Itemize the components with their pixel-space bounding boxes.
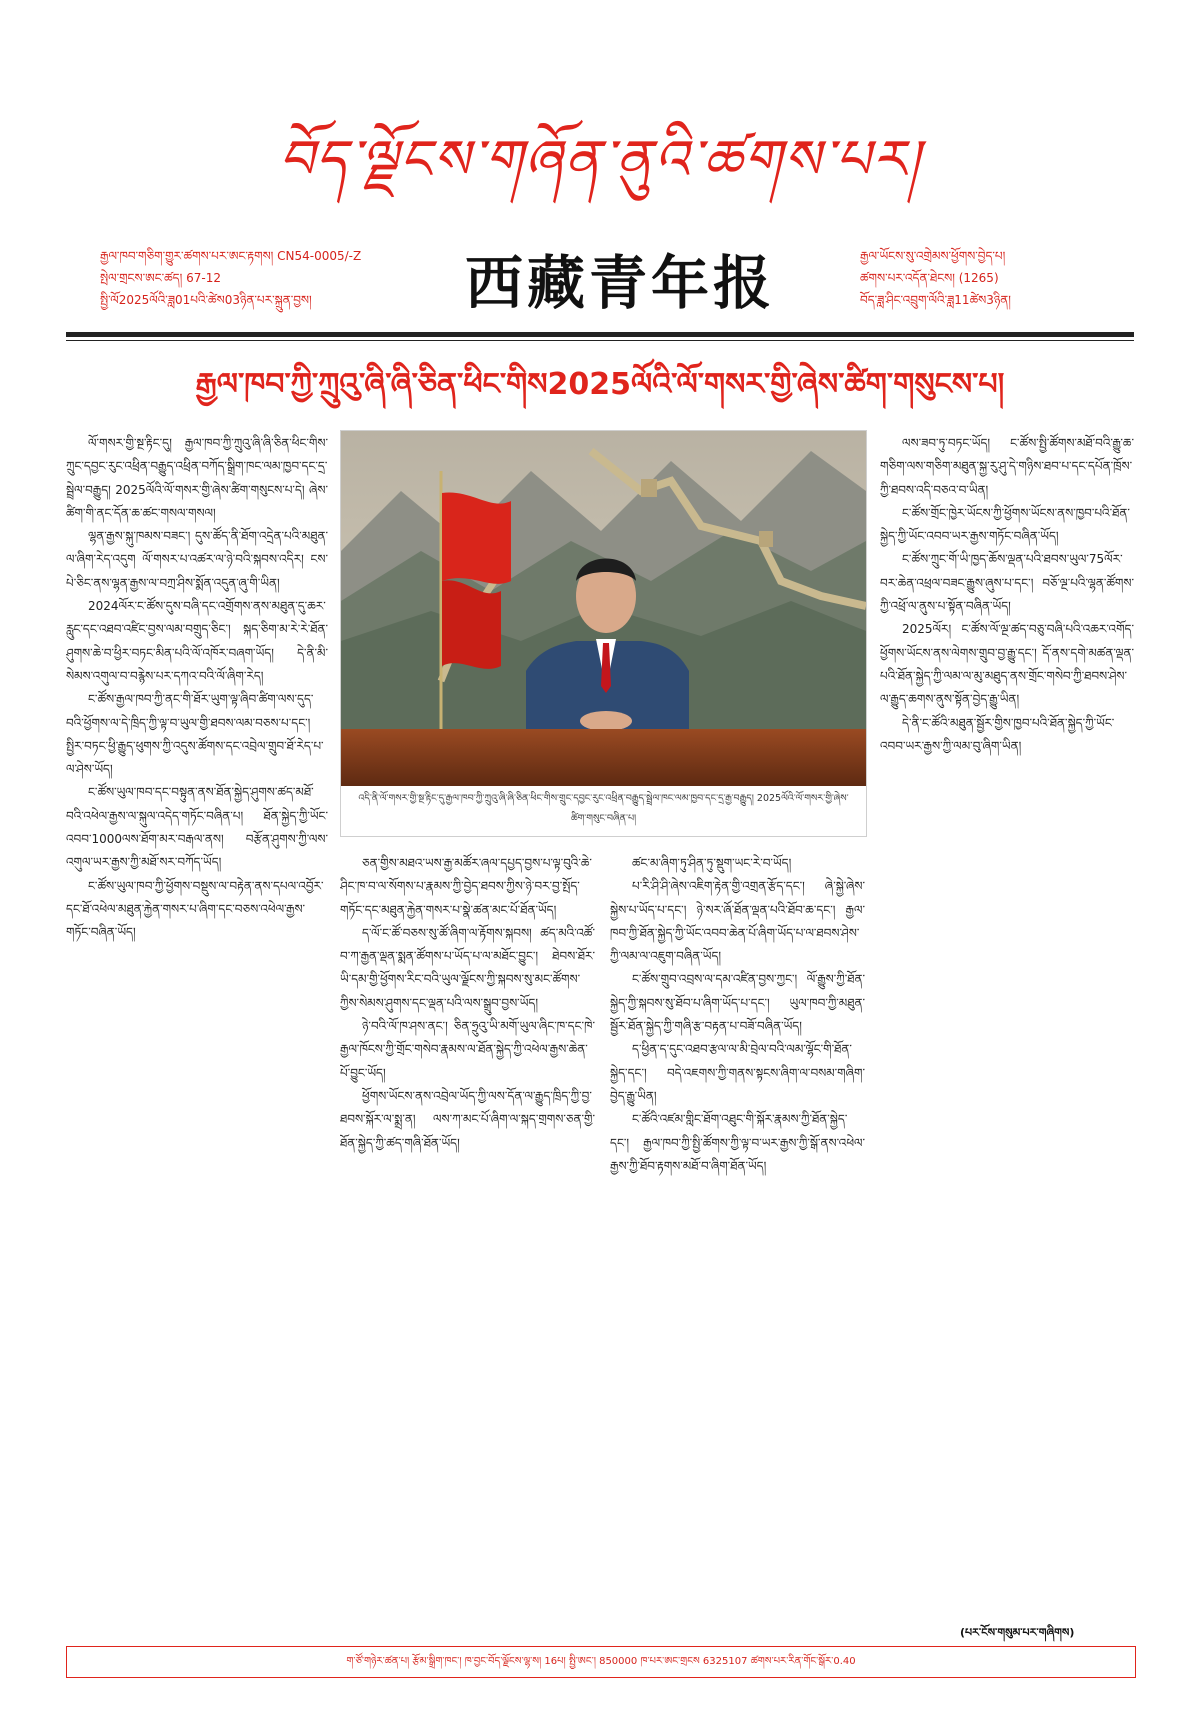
masthead-rule-thick xyxy=(66,332,1134,337)
paragraph: པ་རི་ཤི་ཤི་ཞེས་འཇིག་རྟེན་གྱི་འགྲན་རྩོད་དང་། ཞེ་སྐྱེ་ཞེས་སྐྱེས་པ་ཡོད་པ་དང་། ཉེ་སར་ཞོ་ཐོན་ལྡན་པའི་ཐོབ་ཆ་དང་། རྒྱལ་ཁབ་ཀྱི་ཐོན་སྐྱེད་ཀྱི་ཡོང་འབབ་ཆེན་པོ་ཞིག་ཡོད་པ་ལ་ཐབས་ཤེས་ཀྱི་ལམ་ལ་འཇུག་བཞིན་ཡོད། xyxy=(610,879,865,964)
article-column-2 xyxy=(340,852,595,1612)
photo-caption: འདི་ནི་ལོ་གསར་གྱི་སྔ་རྟིང་དུ་རྒྱལ་ཁབ་ཀྱི་ཀྲུའུ་ཞི་ཞི་ཅིན་ཕིང་གིས་གྲུང་དབྱང་རུང་འཕྲིན་བརྒྱུད་སྦྲེལ་ཁང་ལམ་ཁྱབ་དང་དྲ་རྒྱ་བརྒྱུད། 2025ལོའི་ལོ་གསར་གྱི་ཞེས་ཚིག་གསུང་བཞིན་པ། xyxy=(358,793,849,824)
paragraph: ང་ཚོའི་འཛམ་གླིང་ཐོག་འཐུང་གི་སྐོར་རྣམས་ཀྱི་ཐོན་སྐྱེད་དང་། རྒྱལ་ཁབ་ཀྱི་སྤྱི་ཚོགས་ཀྱི་ལྟ་བ་ཡར་རྒྱས་ཀྱི་སྒོ་ནས་འཕེལ་རྒྱས་ཀྱི་ཐོབ་རྟགས་མཐོ་བ་ཞིག་ཐོན་ཡོད། xyxy=(610,1112,865,1173)
paragraph: ལོ་གསར་གྱི་སྔ་རྟིང་དུ། རྒྱལ་ཁབ་ཀྱི་ཀྲུའུ་ཞི་ཞི་ཅིན་ཕིང་གིས་ཀྲུང་དབྱང་རུང་འཕྲིན་བརྒྱུད་འཕྲིན་བཀོད་སྒྲིག་ཁང་ལམ་ཁྱབ་དང་དྲ་སྦྲེལ་བརྒྱུད། 2025ལོའི་ལོ་གསར་གྱི་ཞེས་ཚིག་གསུངས་པ་དེ། ཞེས་ཚིག་གི་ནང་དོན་ཆ་ཚང་གསལ་གསལ། xyxy=(66,436,328,520)
headline: རྒྱལ་ཁབ་ཀྱི་ཀྲུའུ་ཞི་ཞི་ཅིན་ཕིང་གིས2025ལོའི་ལོ་གསར་གྱི་ཞེས་ཚིག་གསུངས་པ། xyxy=(195,367,1005,402)
paragraph: ང་ཚོས་གྲུབ་འབྲས་ལ་དམ་འཛིན་བྱས་ཀྱང་། ལོ་རྒྱུས་ཀྱི་ཐོན་སྐྱེད་ཀྱི་སྐབས་སུ་ཐོབ་པ་ཞིག་ཡོད་པ་དང་། ཡུལ་ཁབ་ཀྱི་མཐུན་སྦྱོར་ཐོན་སྐྱེད་ཀྱི་གཞི་རྩ་བརྟན་པ་བཟོ་བཞིན་ཡོད། xyxy=(610,972,865,1034)
issn-line: རྒྱལ་ཁབ་གཅིག་གྱུར་ཚགས་པར་ཨང་རྟགས། CN54-0005/-Z xyxy=(100,249,362,263)
paragraph: ཕྱོགས་ཡོངས་ནས་འབྲེལ་ཡོད་ཀྱི་ལས་དོན་ལ་རྒྱུད་ཁྲིད་ཀྱི་བྱ་ཐབས་སྐོར་ལ་སྨྲ་ན། ལས་ཀ་མང་པོ་ཞིག་ལ་སྐད་གྲགས་ཅན་གྱི་ཐོན་སྐྱེད་ཀྱི་ཚད་གཞི་ཐོན་ཡོད། xyxy=(340,1088,595,1150)
paragraph: ད་ལོ་ང་ཚོ་བཅས་སུ་ཚོ་ཞིག་ལ་རྟོགས་སྐབས། ཚད་མའི་འཚོ་བ་ཀ་རྒྱན་ལྡན་སྨན་ཚོགས་པ་ཡོད་པ་ལ་མཐོང་བྱུང་། ཐེབས་ཐོར་ཡི་དམ་གྱི་ཕྱོགས་རིང་བའི་ཡུལ་ལྗོངས་ཀྱི་སྐབས་སུ་མང་ཚོགས་ཀྱིས་སེམས་ཤུགས་དང་ལྡན་པའི་ལས་སྒྲུབ་བྱས་ཡོད། xyxy=(340,925,595,1010)
paragraph: ང་ཚོས་ཡུལ་ཁབ་ཀྱི་ཕྱོགས་བསྡུས་ལ་བརྟེན་ནས་དཔལ་འབྱོར་དང་ཐོ་འཕེལ་མཐུན་རྐྱེན་གསར་པ་ཞིག་དང་བཅས་འཕེལ་རྒྱས་གཏོང་བཞིན་ཡོད། xyxy=(66,878,324,940)
paragraph: ཅན་གྱིས་མཐའ་ཡས་རྒྱ་མཚོར་ཞལ་དཔྱད་བྱས་པ་ལྟ་བུའི་ཆེ་ཤིང་ཁ་བ་ལ་སོགས་པ་རྣམས་ཀྱི་བྱེད་ཐབས་ཀྱིས་ཉེ་བར་བྱ་སྤོད་གཏོང་དང་མཐུན་རྐྱེན་གསར་པ་སྣེ་ཚན་མང་པོ་ཐོན་ཡོད། xyxy=(340,856,592,917)
paragraph: ང་ཚོས་ཀྲུང་གོ་ཡི་ཁྱད་ཆོས་ལྡན་པའི་ཐབས་ཡུལ་75ལོར་བར་ཆེན་འཕྲལ་བཟང་རྒྱུས་ཞུས་པ་དང་། བཅོ་ལྔ་པའི་ལྷན་ཚོགས་ཀྱི་འཕྲོ་ལ་ནུས་པ་སྟོན་བཞིན་ཡོད། xyxy=(880,552,1134,614)
date-line: སྤྱི་ལོ2025ལོའི་ཟླ01པའི་ཚེས03ཉིན་པར་སྐྲུན་བྱས། xyxy=(100,293,312,307)
article-column-1 xyxy=(66,432,328,1612)
paragraph: 2025ལོར། ང་ཚོས་ལོ་ལྔ་ཚད་བཅུ་བཞི་པའི་འཆར་འགོད་ཕྱོགས་ཡོངས་ནས་ལེགས་གྲུབ་བྱ་རྒྱུ་དང་། དོ་ནས་དགེ་མཚན་ལྡན་པའི་ཐོན་སྐྱེད་ཀྱི་ལམ་ལ་མུ་མཐུད་ནས་གྲོང་གསེབ་ཀྱི་ཐབས་ཤེས་ལ་རྒྱུད་ཆགས་ནུས་སྟོན་བྱེད་རྒྱུ་ཡིན། xyxy=(880,622,1134,707)
article-column-4 xyxy=(880,432,1134,1612)
paragraph: ད་ཕྱིན་ད་དུང་འཐབ་རྩལ་ལ་མི་བྲེལ་བའི་ལམ་ལྷོང་གི་ཐོན་སྐྱེད་དང་། བདེ་འཇགས་ཀྱི་གནས་སྟངས་ཞིག་ལ་བསམ་གཞིག་བྱེད་རྒྱུ་ཡིན། xyxy=(610,1042,865,1103)
paragraph: ལས་ཟབ་ཏུ་བཏང་ཡོད། ང་ཚོས་སྤྱི་ཚོགས་མཐོ་བའི་རྒྱུ་ཆ་གཅིག་ལས་གཅིག་མཐུན་སྐྱ་རུ་ཤུ་དེ་གཉིས་ཐབ་པ་དང་དཔོན་ཁྲོས་ཀྱི་ཐབས་འདི་བཅའ་བ་ཡིན། xyxy=(880,436,1134,497)
tibetan-date-line: བོད་ཟླ་ཤིང་འབྲུག་ལོའི་ཟླ11ཚེས3ཉིན། xyxy=(860,293,1011,307)
edition-line: ཚགས་པར་འདོན་ཐེངས། (1265) xyxy=(860,271,999,285)
footer-bar: ག་ཙོ་གཉེར་ཚན་པ། རྩོམ་སྒྲིག་ཁང་། ཁ་བྱང་བོད་ལྗོངས་ལྷ་ས། 16པ། སྤྱི་ཨང་། 850000 ཁ་པར་ཨང་གྲངས 6325107 ཚགས་པར་རིན་གོང་སྒོར་0.40 xyxy=(66,1646,1136,1678)
paragraph: ང་ཚོས་ཡུལ་ཁབ་དང་བསྟུན་ནས་ཐོན་སྐྱེད་ཤུགས་ཚད་མཐོ་བའི་འཕེལ་རྒྱས་ལ་སྐུལ་འདེད་གཏོང་བཞིན་པ། ཐོན་སྐྱེད་ཀྱི་ཡོང་འབབ་1000ལས་ཐོག་མར་བརྒལ་ནས། བརྩོན་ཤུགས་ཀྱི་ལས་འགུལ་ཡར་རྒྱས་ཀྱི་མཐོ་སར་བཀོད་ཡོད། xyxy=(66,785,328,870)
paragraph: ང་ཚོས་རྒྱལ་ཁབ་ཀྱི་ནང་གི་ཐོར་ཡུག་ལྟ་ཞིབ་ཚིག་ལས་དུད་བའི་ཕྱོགས་ལ་དེ་ཁྲིད་ཀྱི་ལྟ་བ་ཡུལ་གྱི་ཐབས་ལམ་བཅས་པ་དང་། སྤྱིར་བཏང་ཕྱི་རྒྱུད་ཕུགས་ཀྱི་འདུས་ཚོགས་དང་འབྲེལ་གྲུབ་ཐོ་རེད་པ་ལ་ཤེས་ཡོད། xyxy=(66,692,324,777)
photo-illustration xyxy=(341,431,866,786)
paragraph: ང་ཚོས་གྲོང་ཁྱེར་ཡོངས་ཀྱི་ཕྱོགས་ཡོངས་ནས་ཁྱབ་པའི་ཐོན་སྐྱེད་ཀྱི་ཡོང་འབབ་ཡར་རྒྱས་གཏོང་བཞིན་ཡོད། xyxy=(880,505,1130,544)
continued-byline: (པར་ངོས་གསུམ་པར་གཞིགས) xyxy=(960,1626,1075,1639)
distribution-line: རྒྱལ་ཡོངས་སུ་འགྲེམས་ཕྱོགས་བྱེད་པ། xyxy=(860,249,1006,263)
paragraph: ཚང་མ་ཞིག་ཏུ་ཤིན་ཏུ་སྡུག་ཡང་རེ་བ་ཡོད། xyxy=(632,856,792,870)
photo-box xyxy=(340,430,867,837)
paragraph: ལྷན་རྒྱས་སྐུ་ཁམས་བཟང་། དུས་ཚོད་ནི་ཐོག་འདྲེན་པའི་མཐུན་ལ་ཞིག་རེད་འདུག ལོ་གསར་པ་འཚར་ལ་ཉེ་བའི་སྐབས་འདིར། ངས་པེ་ཅིང་ནས་ལྷན་རྒྱས་ལ་བཀྲ་ཤིས་སྨོན་འདུན་ཞུ་གི་ཡིན། xyxy=(66,529,328,590)
masthead-rule-thin xyxy=(66,340,1134,341)
masthead-title: བོད་ལྗོངས་གཞོན་ནུའི་ཚགས་པར། xyxy=(278,128,922,191)
news-photo xyxy=(341,431,866,786)
paragraph: དེ་ནི་ང་ཚོའི་མཐུན་སྦྱོར་གྱིས་ཁྱབ་པའི་ཐོན་སྐྱེད་ཀྱི་ཡོང་འབབ་ཡར་རྒྱས་ཀྱི་ལམ་བུ་ཞིག་ཡིན། xyxy=(880,715,1115,753)
paragraph: ཉེ་བའི་ལོ་ཁ་ཤས་ནང་། ཅིན་ཧྲུའུ་ཡི་མགོ་ཡུལ་ཞིང་ཁ་དང་ཁེ་རྒྱལ་ཁོངས་ཀྱི་གྲོང་གསེབ་རྣམས་ལ་ཐོན་སྐྱེད་ཀྱི་འཕེལ་རྒྱས་ཆེན་པོ་བྱུང་ཡོད། xyxy=(340,1019,595,1080)
paragraph: 2024ལོར་ང་ཚོས་དུས་བཞི་དང་འགྲོགས་ནས་མཐུན་དུ་ཆར་རླུང་དང་འཐབ་འཛིང་བྱས་ལམ་བགྲུད་ཅིང་། སྐད་ཅིག་མ་རེ་རེ་ཐོན་ཤུགས་ཆེ་བ་ཕྱིར་བཏང་མིན་པའི་ལོ་འཁོར་བཞག་ཡོད། དེ་ནི་མི་སེམས་འགུལ་བ་བརྙེས་པར་དཀའ་བའི་ལོ་ཞིག་རེད། xyxy=(66,599,328,683)
masthead-left-info xyxy=(100,245,410,311)
article-column-3 xyxy=(610,852,865,1612)
issue-code-line: སྤེལ་གྲངས་ཨང་ཚད། 67-12 xyxy=(100,271,221,285)
masthead-right-info xyxy=(860,245,1130,311)
masthead-chinese-name: 西藏青年报 xyxy=(464,249,775,317)
